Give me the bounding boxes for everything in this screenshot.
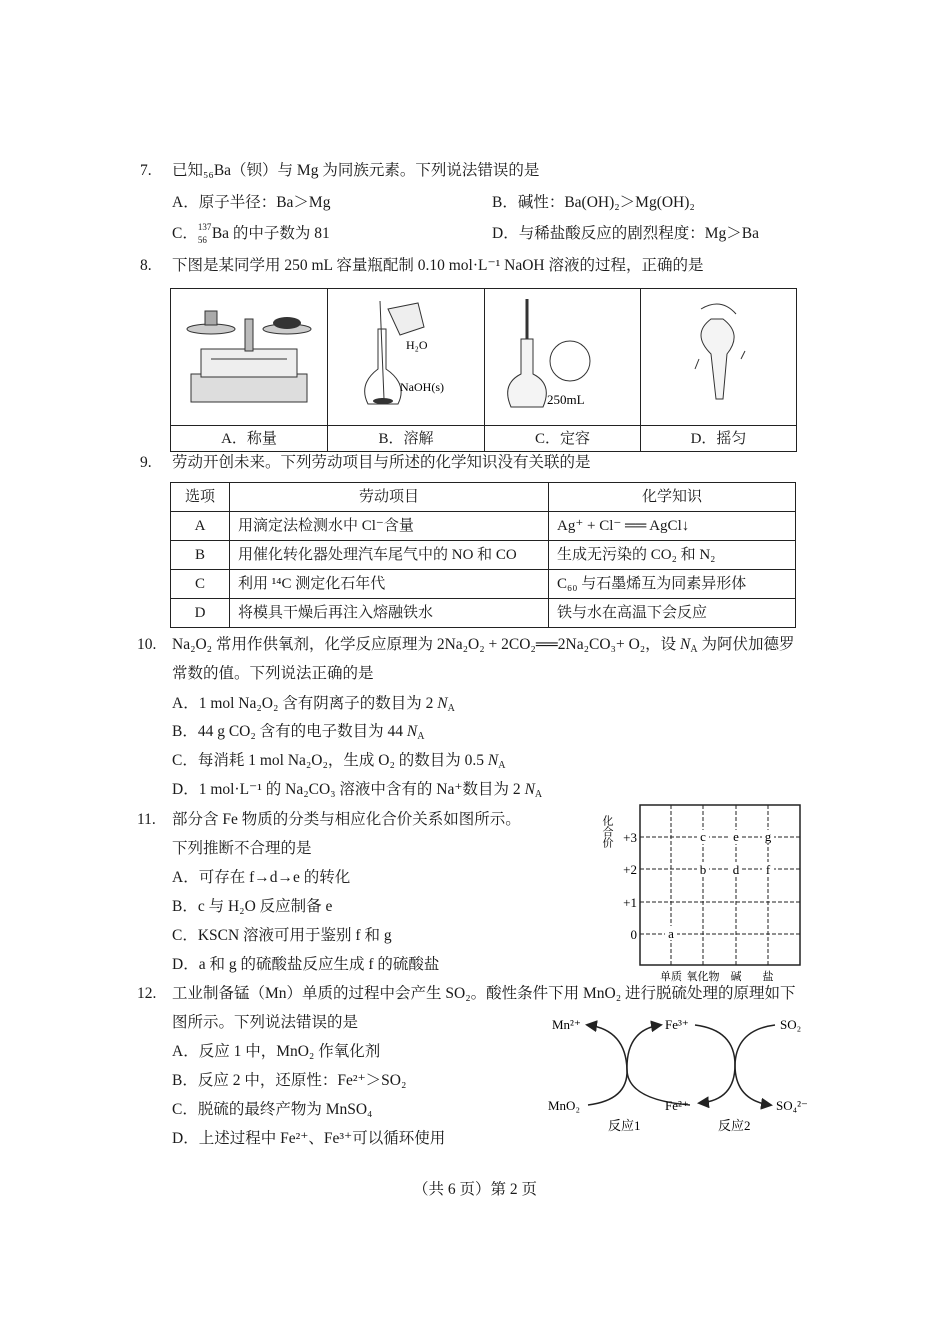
q12-number: 12. xyxy=(137,985,157,1002)
fe3-label: Fe³⁺ xyxy=(665,1017,689,1032)
q7-stem-ba: ₅₆Ba xyxy=(203,162,232,179)
q11-option-b: B．c 与 H₂O 反应制备 e xyxy=(172,898,333,915)
q7-option-a: A．原子半径：Ba＞Mg xyxy=(172,194,331,211)
reaction1-label: 反应1 xyxy=(608,1118,641,1133)
dissolving-image xyxy=(328,289,485,426)
q10-option-a xyxy=(172,694,455,714)
q9-stem: 劳动开创未来。下列劳动项目与所述的化学知识没有关联的是 xyxy=(172,454,591,471)
flask-shaking-icon xyxy=(641,289,796,419)
na-symbol: N xyxy=(487,752,499,769)
table-row xyxy=(171,512,796,541)
q11-stem-line2: 下列推断不合理的是 xyxy=(172,840,312,857)
ytick-plus3: +3 xyxy=(623,830,637,845)
weighing-image xyxy=(171,289,328,426)
arrow-so2-to-so4 xyxy=(735,1025,775,1105)
q12-option-c: C．脱硫的最终产物为 MnSO₄ xyxy=(172,1101,373,1118)
cell: C₆₀ 与石墨烯互为同素异形体 xyxy=(549,570,796,599)
q7-option-b: B．碱性：Ba(OH)₂＞Mg(OH)₂ xyxy=(492,194,695,211)
cell: C xyxy=(171,570,230,599)
point-b: b xyxy=(699,862,707,877)
q10-stem-line2: 常数的值。下列说法正确的是 xyxy=(172,665,374,682)
volume-label: 250mL xyxy=(547,392,585,407)
cell: D xyxy=(171,599,230,628)
q10-option-c xyxy=(172,751,505,771)
fe-valence-chart xyxy=(595,800,815,985)
q7-option-c xyxy=(172,224,330,244)
shaking-image xyxy=(641,289,797,426)
mn2-label: Mn²⁺ xyxy=(552,1017,581,1032)
q7-stem xyxy=(172,161,539,181)
q10-a-text: A．1 mol Na₂O₂ 含有阴离子的数目为 2 xyxy=(172,695,438,712)
na-subscript: A xyxy=(447,703,455,714)
page-footer: （共 6 页）第 2 页 xyxy=(412,1181,537,1198)
q12-option-a: A．反应 1 中，MnO₂ 作氧化剂 xyxy=(172,1043,381,1060)
q12-stem-line2: 图所示。下列说法错误的是 xyxy=(172,1014,359,1031)
q10-option-b xyxy=(172,722,424,742)
atomic-number: 56 xyxy=(197,235,207,245)
desulfurization-cycle-diagram xyxy=(540,1005,820,1140)
header-knowledge: 化学知识 xyxy=(549,483,796,512)
cell: Ag⁺ + Cl⁻ ══ AgCl↓ xyxy=(549,512,796,541)
chart-frame xyxy=(640,805,800,965)
cell: 铁与水在高温下会反应 xyxy=(549,599,796,628)
q11-stem-line1: 部分含 Fe 物质的分类与相应化合价关系如图所示。 xyxy=(172,811,521,828)
naoh-label: NaOH(s) xyxy=(400,380,444,394)
na-symbol: N xyxy=(406,723,418,740)
xtick-oxide: 氧化物 xyxy=(686,971,720,983)
point-d: d xyxy=(732,862,740,877)
arrow-mno2-to-mn2 xyxy=(588,1025,627,1105)
option-a-label: A．称量 xyxy=(171,426,328,452)
xtick-elemental: 单质 xyxy=(660,971,682,983)
q11-option-d: D．a 和 g 的硫酸盐反应生成 f 的硫酸盐 xyxy=(172,956,440,973)
ytick-zero: 0 xyxy=(630,927,637,942)
header-labor: 劳动项目 xyxy=(230,483,549,512)
arrow-fe3-to-fe2 xyxy=(695,1025,735,1103)
q10-option-d xyxy=(172,780,542,800)
q11-option-c: C．KSCN 溶液可用于鉴别 f 和 g xyxy=(172,927,392,944)
q7-c-text: Ba 的中子数为 81 xyxy=(211,225,330,242)
q10-d-text: D．1 mol·L⁻¹ 的 Na₂CO₃ 溶液中含有的 Na⁺数目为 2 xyxy=(172,781,525,798)
fe2-label: Fe²⁺ xyxy=(665,1098,689,1113)
q10-stem-post: 为阿伏加德罗 xyxy=(697,636,795,653)
q7-number: 7. xyxy=(140,162,152,179)
q12-option-d: D．上述过程中 Fe²⁺、Fe³⁺可以循环使用 xyxy=(172,1130,446,1147)
point-a: a xyxy=(668,926,674,941)
na-subscript: A xyxy=(534,789,543,800)
table-header-row xyxy=(171,483,796,512)
point-e: e xyxy=(733,829,739,844)
point-g: g xyxy=(764,829,772,844)
q7-nuclide xyxy=(198,224,212,244)
y-axis-label: 化合价 xyxy=(601,815,613,848)
q10-c-text: C．每消耗 1 mol Na₂O₂，生成 O₂ 的数目为 0.5 xyxy=(172,752,488,769)
option-d-label: D．摇匀 xyxy=(641,426,797,452)
q7-option-d: D．与稀盐酸反应的剧烈程度：Mg＞Ba xyxy=(492,225,759,242)
flask-pouring-icon xyxy=(328,289,484,419)
xtick-base: 碱 xyxy=(730,971,742,983)
so4-label: SO₄²⁻ xyxy=(776,1098,808,1113)
q10-number: 10. xyxy=(137,636,157,653)
q9-table xyxy=(170,482,796,628)
na-subscript: A xyxy=(690,644,698,655)
q7-stem-post: （钡）与 Mg 为同族元素。下列说法错误的是 xyxy=(231,162,540,179)
na-subscript: A xyxy=(498,760,506,771)
ytick-plus2: +2 xyxy=(623,862,637,877)
mno2-label: MnO₂ xyxy=(548,1098,580,1113)
table-row xyxy=(171,541,796,570)
cell: B xyxy=(171,541,230,570)
q7-stem-pre: 已知 xyxy=(172,162,204,179)
q8-number: 8. xyxy=(140,257,152,274)
balance-icon xyxy=(171,289,327,419)
na-subscript: A xyxy=(417,731,425,742)
ytick-plus1: +1 xyxy=(623,895,637,910)
table-row xyxy=(171,599,796,628)
q10-stem-pre: Na₂O₂ 常用作供氧剂，化学反应原理为 2Na₂O₂ + 2CO₂══2Na₂CO₃+ O₂，设 xyxy=(172,636,681,653)
mass-number: 137 xyxy=(197,222,212,232)
cell: 生成无污染的 CO₂ 和 N₂ xyxy=(549,541,796,570)
q8-figure-table xyxy=(170,288,797,452)
option-b-label: B．溶解 xyxy=(328,426,485,452)
reaction2-label: 反应2 xyxy=(718,1118,751,1133)
option-c-label: C．定容 xyxy=(485,426,641,452)
q9-number: 9. xyxy=(140,454,152,471)
header-option: 选项 xyxy=(171,483,230,512)
q12-stem-line1: 工业制备锰（Mn）单质的过程中会产生 SO₂。酸性条件下用 MnO₂ 进行脱硫处理的原理如下 xyxy=(172,985,796,1002)
arrow-fe2-to-fe3 xyxy=(627,1025,690,1105)
cell: 用滴定法检测水中 Cl⁻含量 xyxy=(230,512,549,541)
na-symbol: N xyxy=(680,636,691,653)
h2o-label: H₂O xyxy=(406,338,428,352)
cell: 利用 ¹⁴C 测定化石年代 xyxy=(230,570,549,599)
cell: 用催化转化器处理汽车尾气中的 NO 和 CO xyxy=(230,541,549,570)
q7-c-label: C． xyxy=(172,225,198,242)
q10-stem-line1 xyxy=(172,635,795,655)
cell: A xyxy=(171,512,230,541)
point-f: f xyxy=(765,862,771,877)
q10-b-text: B．44 g CO₂ 含有的电子数目为 44 xyxy=(172,723,407,740)
volume-fixing-image xyxy=(485,289,641,426)
cell: 将模具干燥后再注入熔融铁水 xyxy=(230,599,549,628)
table-row xyxy=(171,570,796,599)
point-c: c xyxy=(700,829,706,844)
volumetric-flask-icon xyxy=(485,289,640,419)
so2-label: SO₂ xyxy=(780,1017,802,1032)
q8-stem: 下图是某同学用 250 mL 容量瓶配制 0.10 mol·L⁻¹ NaOH 溶液的过程，正确的是 xyxy=(172,257,704,274)
xtick-salt: 盐 xyxy=(762,971,774,983)
q11-number: 11. xyxy=(137,811,156,828)
na-symbol: N xyxy=(524,781,535,798)
q12-option-b: B．反应 2 中，还原性：Fe²⁺＞SO₂ xyxy=(172,1072,407,1089)
q11-option-a: A．可存在 f→d→e 的转化 xyxy=(172,869,351,886)
na-symbol: N xyxy=(437,695,448,712)
